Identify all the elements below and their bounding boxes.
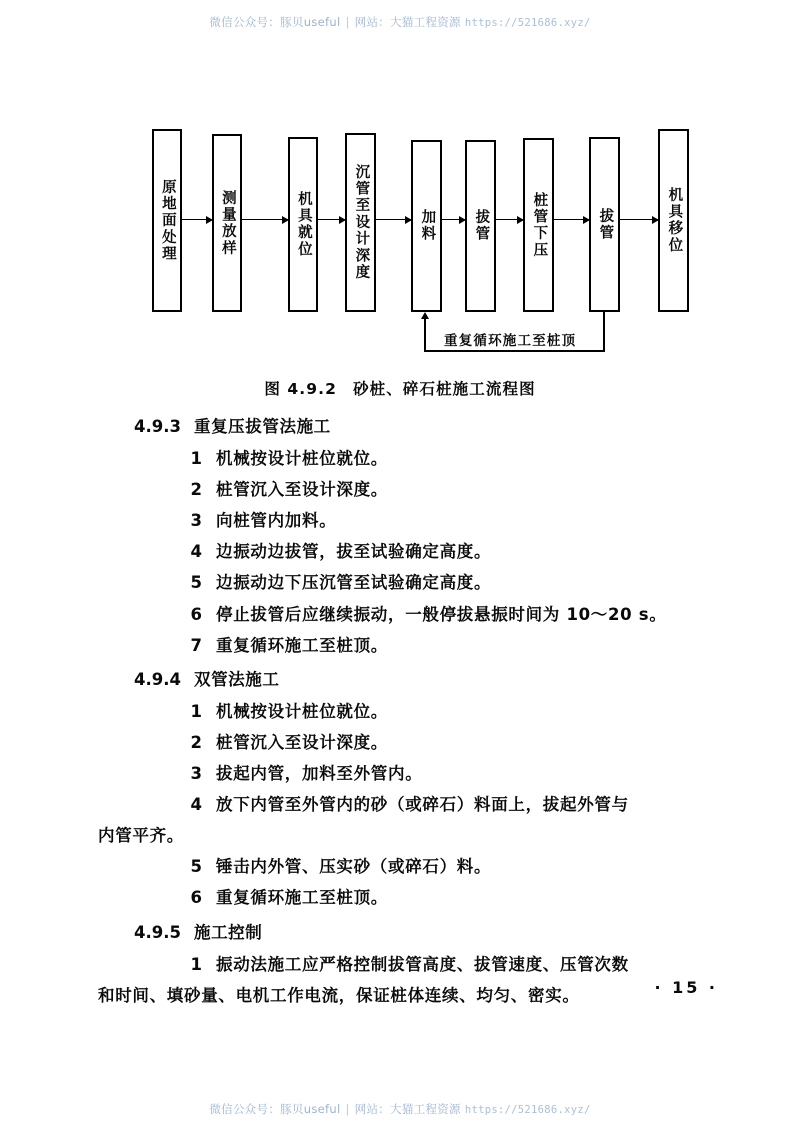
list-item-text: 锤击内外管、压实砂（或碎石）料。 — [216, 857, 492, 877]
loop-label: 重复循环施工至桩顶 — [444, 333, 577, 349]
list-item-index: 5 — [190, 857, 202, 877]
flow-arrow-4-5 — [376, 219, 411, 220]
flow-arrow-1-2 — [182, 219, 212, 220]
list-item-text: 重复循环施工至桩顶。 — [216, 635, 388, 655]
flow-box-9 — [658, 129, 689, 312]
flow-box-2 — [212, 134, 242, 312]
section-heading-4-9-3 — [98, 408, 718, 442]
list-item — [98, 536, 718, 567]
list-item-index: 1 — [190, 954, 202, 974]
loop-segment-horizontal — [424, 350, 605, 352]
flow-box-9-label: 机具移位 — [666, 187, 683, 254]
construction-flowchart — [0, 0, 800, 370]
list-item-text: 拔起内管，加料至外管内。 — [216, 763, 423, 783]
section-title-4-9-5: 施工控制 — [193, 922, 263, 942]
flow-box-7-label: 桩管下压 — [531, 191, 548, 259]
flow-box-1-label: 原地面处理 — [159, 178, 176, 263]
watermark-wechat-value: 豚贝useful — [280, 15, 341, 29]
watermark-wechat-label: 微信公众号： — [209, 15, 281, 29]
list-item-text: 边振动边拔管，拔至试验确定高度。 — [216, 542, 492, 562]
list-item — [98, 758, 718, 789]
list-item — [98, 851, 718, 882]
list-item-text: 桩管沉入至设计深度。 — [216, 480, 388, 500]
list-item — [98, 789, 718, 820]
list-item-index: 6 — [190, 888, 202, 908]
flow-box-1 — [152, 129, 182, 312]
flow-box-4-label: 沉管至设计深度 — [353, 164, 370, 281]
watermark-url: https://521686.xyz/ — [464, 1104, 591, 1116]
watermark-url: https://521686.xyz/ — [464, 17, 591, 29]
list-item-text: 重复循环施工至桩顶。 — [216, 888, 388, 908]
page-number: · 15 · — [654, 978, 718, 997]
list-item — [98, 599, 718, 630]
flow-box-8 — [589, 137, 620, 312]
list-item-continuation — [98, 820, 718, 851]
list-item-text: 停止拔管后应继续振动，一般停拔悬振时间为 10～20 s。 — [216, 604, 667, 624]
list-item — [98, 949, 718, 980]
list-item-index: 7 — [190, 635, 202, 655]
flow-box-2-label: 测量放样 — [219, 189, 236, 257]
figure-caption-title: 砂桩、碎石桩施工流程图 — [353, 380, 536, 398]
list-item-text: 机械按设计桩位就位。 — [216, 449, 388, 468]
section-number-4-9-5: 4.9.5 — [134, 922, 181, 942]
watermark-site-label: 网站： — [354, 1102, 391, 1116]
list-item — [98, 474, 718, 505]
flow-box-4 — [345, 133, 376, 312]
flow-box-5 — [411, 140, 442, 312]
flow-arrow-3-4 — [318, 219, 345, 220]
watermark-bottom — [0, 1101, 800, 1117]
section-number-4-9-4: 4.9.4 — [134, 669, 181, 689]
flow-box-5-label: 加料 — [419, 209, 436, 243]
figure-caption-number: 图 4.9.2 — [264, 380, 338, 398]
flow-box-6-label: 拔管 — [473, 209, 490, 243]
list-item-text: 机械按设计桩位就位。 — [216, 701, 388, 721]
figure-caption — [0, 377, 800, 399]
watermark-site-value: 大猫工程资源 — [390, 15, 461, 29]
flow-box-8-label: 拔管 — [597, 207, 614, 242]
list-item — [98, 443, 718, 474]
flow-arrow-8-9 — [620, 219, 658, 220]
section-number-4-9-3: 4.9.3 — [134, 417, 181, 436]
flow-box-3 — [288, 137, 318, 312]
watermark-wechat-label: 微信公众号： — [209, 1102, 281, 1116]
list-item — [98, 882, 718, 913]
list-item — [98, 696, 718, 727]
watermark-wechat-value: 豚贝useful — [280, 1102, 341, 1116]
list-item — [98, 630, 718, 661]
list-item — [98, 505, 718, 536]
list-item-index: 1 — [190, 449, 202, 468]
loop-segment-up — [424, 319, 426, 351]
list-item-continuation-text: 内管平齐。 — [98, 826, 184, 846]
section-heading-4-9-4 — [98, 661, 718, 695]
flow-arrow-5-6 — [442, 219, 465, 220]
watermark-site-value: 大猫工程资源 — [390, 1102, 461, 1116]
loop-arrowhead-icon — [421, 312, 429, 319]
list-item-index: 5 — [190, 573, 202, 593]
list-item-text: 向桩管内加料。 — [216, 511, 337, 531]
list-item-index: 2 — [190, 480, 202, 500]
list-item-index: 1 — [190, 701, 202, 721]
section-heading-4-9-5 — [98, 914, 718, 948]
watermark-site-label: 网站： — [354, 15, 391, 29]
list-item-continuation — [98, 980, 718, 1011]
flow-box-7 — [523, 138, 554, 312]
list-item-index: 3 — [190, 511, 202, 531]
list-item-index: 4 — [190, 795, 202, 815]
list-item-index: 4 — [190, 542, 202, 562]
list-item — [98, 727, 718, 758]
list-item-text: 桩管沉入至设计深度。 — [216, 732, 388, 752]
list-item-text: 边振动边下压沉管至试验确定高度。 — [216, 573, 492, 593]
flow-box-6 — [465, 140, 496, 312]
flow-arrow-6-7 — [496, 219, 523, 220]
list-item — [98, 567, 718, 598]
loop-segment-down — [603, 312, 605, 352]
list-item-text: 放下内管至外管内的砂（或碎石）料面上，拔起外管与 — [216, 795, 629, 815]
list-item-text: 振动法施工应严格控制拔管高度、拔管速度、压管次数 — [216, 954, 629, 974]
list-item-continuation-text: 和时间、填砂量、电机工作电流，保证桩体连续、均匀、密实。 — [98, 985, 580, 1005]
watermark-separator: | — [345, 15, 350, 29]
document-body — [98, 408, 718, 1011]
list-item-index: 2 — [190, 732, 202, 752]
watermark-separator: | — [345, 1102, 350, 1116]
flow-box-3-label: 机具就位 — [295, 191, 312, 258]
list-item-index: 3 — [190, 763, 202, 783]
list-item-index: 6 — [190, 604, 202, 624]
section-title-4-9-3: 重复压拔管法施工 — [193, 417, 331, 436]
flow-arrow-2-3 — [242, 219, 288, 220]
flow-arrow-7-8 — [554, 219, 589, 220]
section-title-4-9-4: 双管法施工 — [193, 669, 280, 689]
